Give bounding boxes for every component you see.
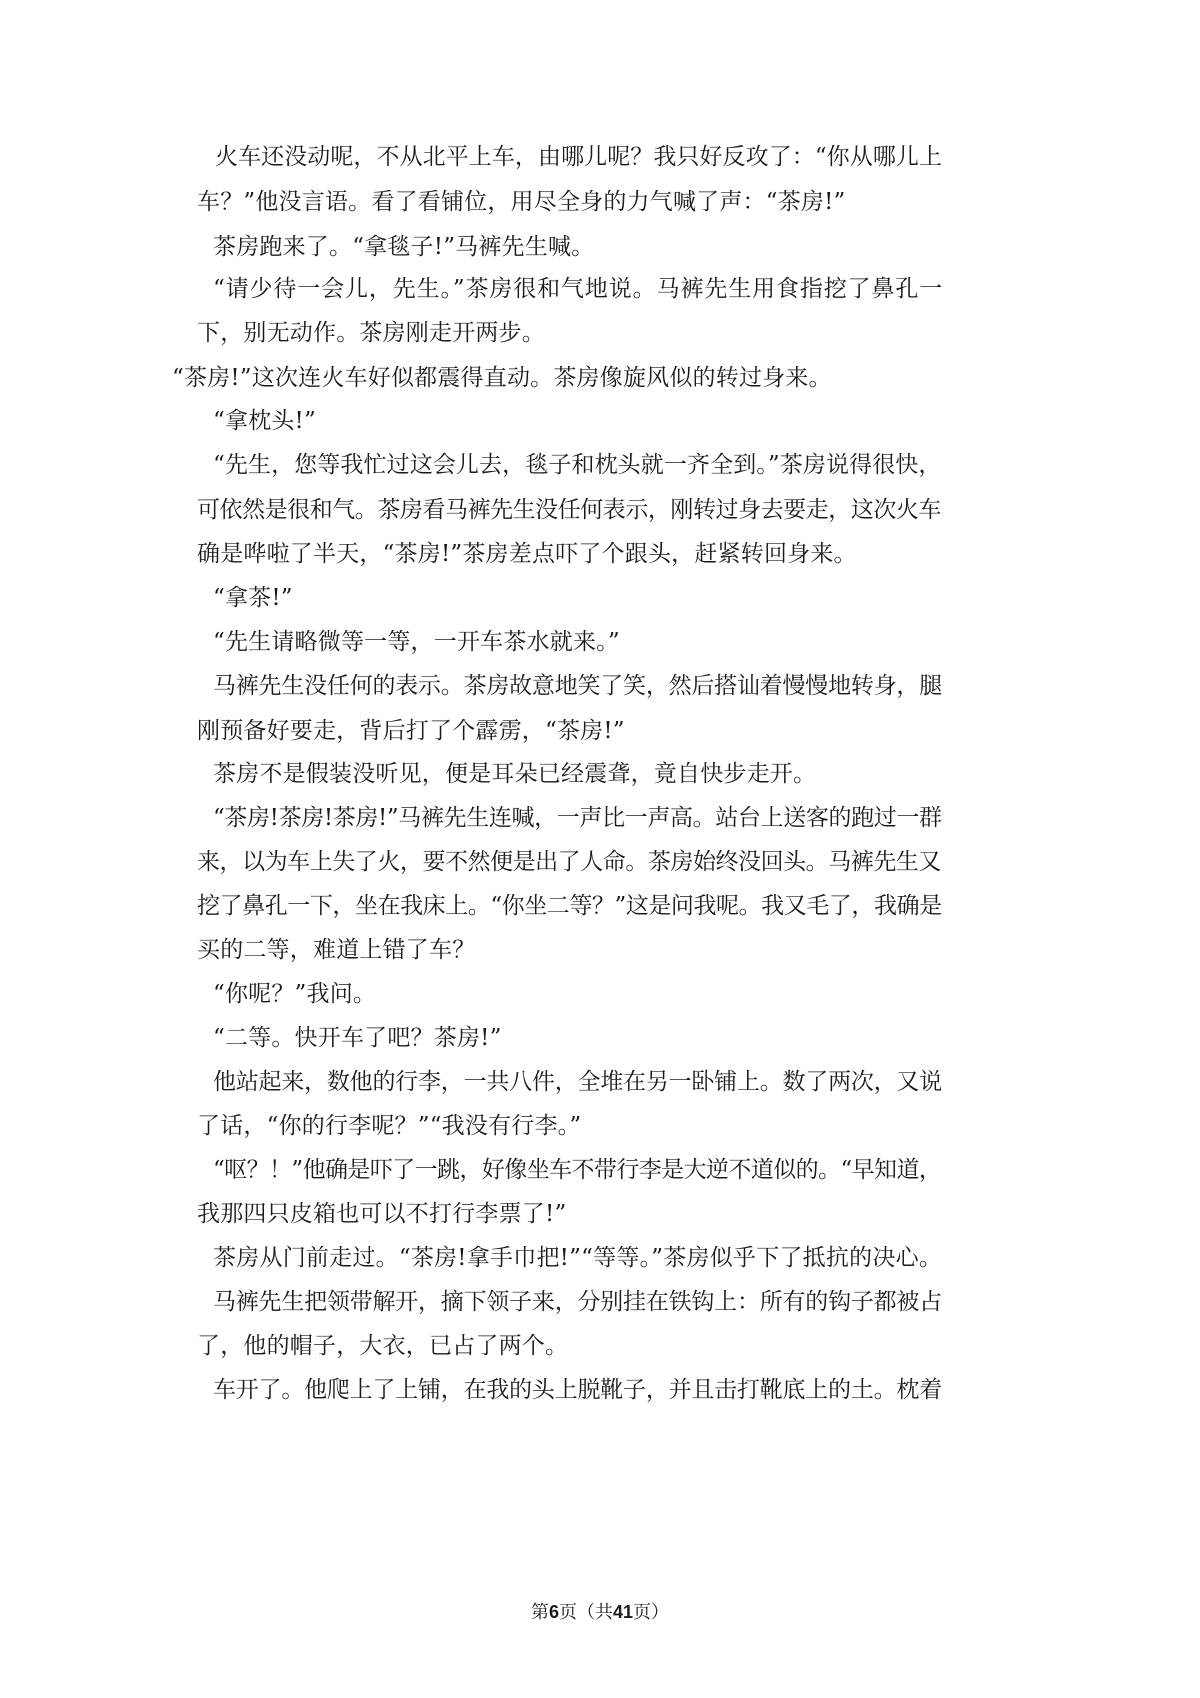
- text-line: 车开了。他爬上了上铺，在我的头上脱靴子，并且击打靴底上的土。枕着: [213, 1377, 942, 1403]
- text-line: 挖了鼻孔一下，坐在我床上。“你坐二等？”这是问我呢。我又毛了，我确是: [197, 893, 942, 919]
- text-line: “拿茶!”: [213, 585, 293, 611]
- text-line: “二等。快开车了吧？茶房!”: [213, 1025, 502, 1051]
- text-line: “呕？！”他确是吓了一跳，好像坐车不带行李是大逆不道似的。“早知道，: [213, 1157, 942, 1183]
- text-line: 可依然是很和气。茶房看马裤先生没任何表示，刚转过身去要走，这次火车: [197, 497, 941, 523]
- footer-page-number: 6: [548, 1602, 559, 1622]
- text-line: “先生，您等我忙过这会儿去，毯子和枕头就一齐全到。”茶房说得很快，: [213, 452, 942, 478]
- text-line: 刚预备好要走，背后打了个霹雳，“茶房!”: [197, 718, 625, 744]
- text-line: 茶房不是假装没听见，便是耳朵已经震聋，竟自快步走开。: [213, 761, 817, 787]
- page-footer: [0, 1600, 1200, 1625]
- footer-suffix: 页）: [633, 1602, 670, 1623]
- text-line: 确是哗啦了半天，“茶房!”茶房差点吓了个跟头，赶紧转回身来。: [197, 541, 857, 567]
- text-line: 茶房跑来了。“拿毯子!”马裤先生喊。: [213, 234, 595, 260]
- text-line: “拿枕头!”: [213, 408, 316, 434]
- text-line: 来，以为车上失了火，要不然便是出了人命。茶房始终没回头。马裤先生又: [197, 849, 941, 875]
- text-line: 了，他的帽子，大衣，已占了两个。: [197, 1333, 569, 1359]
- footer-middle: 页（共: [558, 1602, 613, 1623]
- text-line: 茶房从门前走过。“茶房!拿手巾把!”“等等。”茶房似乎下了抵抗的决心。: [213, 1245, 943, 1271]
- text-line: 火车还没动呢，不从北平上车，由哪儿呢？我只好反攻了：“你从哪儿上: [215, 144, 943, 170]
- footer-total-pages: 41: [612, 1602, 634, 1622]
- text-line: 下，别无动作。茶房刚走开两步。: [197, 320, 545, 346]
- text-line: “你呢？”我问。: [213, 981, 377, 1007]
- text-line: “茶房!”这次连火车好似都震得直动。茶房像旋风似的转过身来。: [172, 365, 832, 391]
- text-line: 马裤先生没任何的表示。茶房故意地笑了笑，然后搭讪着慢慢地转身，腿: [213, 673, 942, 699]
- text-line: 买的二等，难道上错了车？: [197, 937, 476, 963]
- text-line: “请少待一会儿，先生。”茶房很和气地说。马裤先生用食指挖了鼻孔一: [213, 276, 944, 302]
- text-line: 马裤先生把领带解开，摘下领子来，分别挂在铁钩上：所有的钩子都被占: [213, 1289, 942, 1315]
- text-line: “先生请略微等一等，一开车茶水就来。”: [213, 629, 620, 655]
- footer-prefix: 第: [530, 1602, 549, 1623]
- text-line: 他站起来，数他的行李，一共八件，全堆在另一卧铺上。数了两次，又说: [213, 1069, 942, 1095]
- text-line: 了话，“你的行李呢？”“我没有行李。”: [197, 1113, 582, 1139]
- text-line: 我那四只皮箱也可以不打行李票了!”: [197, 1201, 567, 1227]
- text-line: “茶房!茶房!茶房!”马裤先生连喊，一声比一声高。站台上送客的跑过一群: [213, 805, 942, 831]
- text-line: 车？”他没言语。看了看铺位，用尽全身的力气喊了声：“茶房!”: [197, 189, 846, 215]
